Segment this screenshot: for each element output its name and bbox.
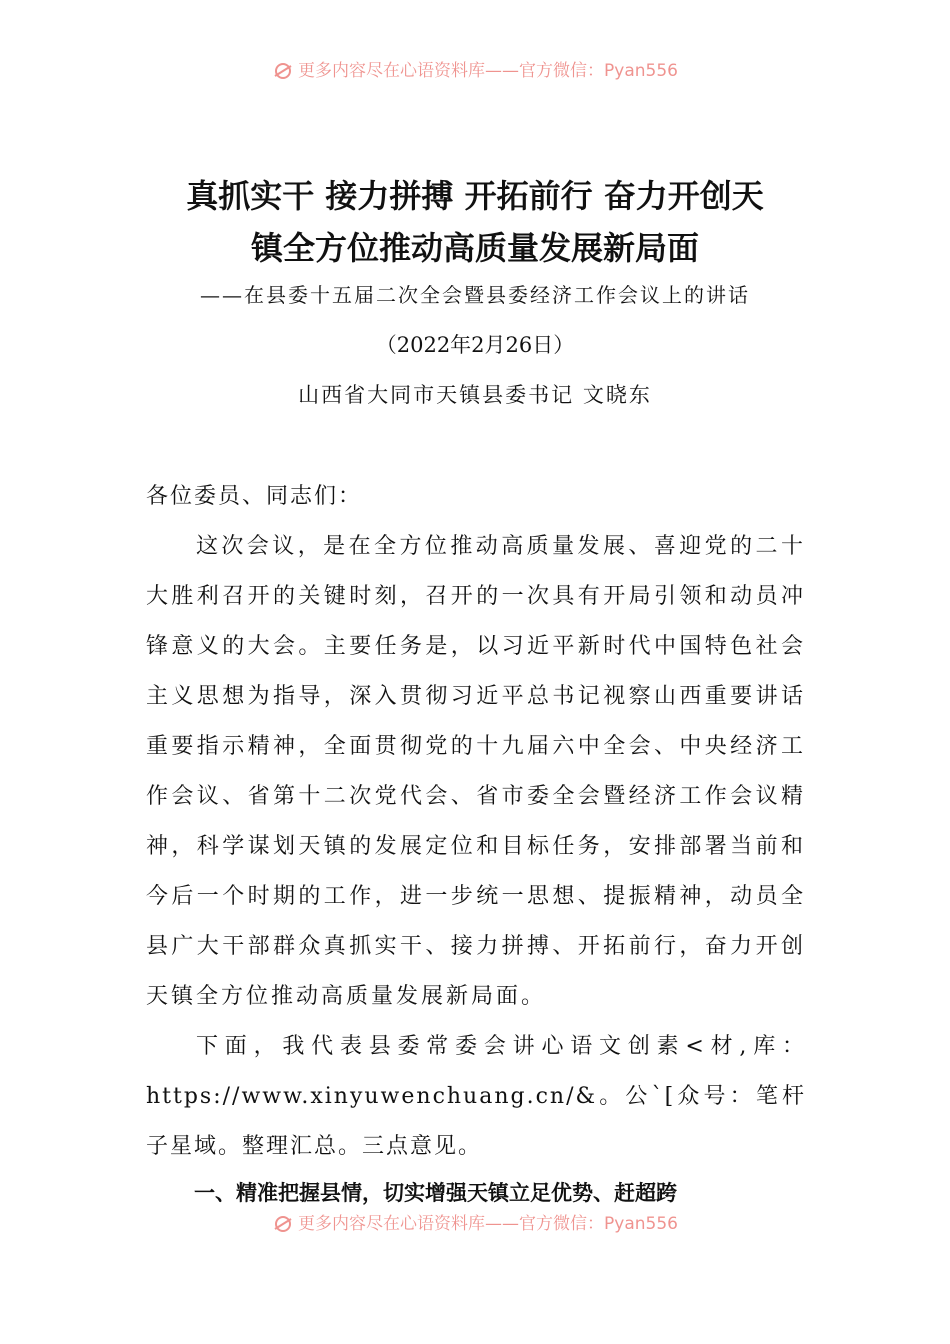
document-date: （2022年2月26日） [375, 333, 575, 357]
salutation: 各位委员、同志们： [146, 484, 363, 509]
watermark-text: 更多内容尽在心语资料库——官方微信：Pyan556 [298, 1214, 678, 1234]
document-author: 山西省大同市天镇县委书记 文晓东 [298, 383, 652, 407]
paragraph-1: 这次会议，是在全方位推动高质量发展、喜迎党的二十大胜利召开的关键时刻，召开的一次具有开局引领和动员冲锋意义的大会。主要任务是，以习近平新时代中国特色社会主义思想为指导，深入贯彻习近平总书记视察山西重要讲话重要指示精神，全面贯彻党的十九届六中全会、中央经济工作会议、省第十二次党代会、省市委全会暨经济工作会议精神，科学谋划天镇的发展定位和目标任务，安排部署当前和今后一个时期的工作，进一步统一思想、提振精神，动员全县广大干部群众真抓实干、接力拼搏、开拓前行，奋力开创天镇全方位推动高质量发展新局面。 [146, 534, 806, 1009]
paragraph-2: 下面，我代表县委常委会讲心语文创素<材,库：https://www.xinyuwenchuang.cn/&。公`[众号：笔杆子星域。整理汇总。三点意见。 [146, 1034, 806, 1159]
document-title-line-1: 真抓实干 接力拼搏 开拓前行 奋力开创天 [186, 177, 764, 215]
watermark-logo-icon [272, 1215, 294, 1233]
section-heading-1: 一、精准把握县情，切实增强天镇立足优势、赶超跨 [194, 1181, 677, 1205]
document-title-line-2: 镇全方位推动高质量发展新局面 [250, 229, 699, 267]
watermark-bottom [0, 1213, 950, 1235]
watermark-text: 更多内容尽在心语资料库——官方微信：Pyan556 [298, 61, 678, 81]
document-subtitle: ——在县委十五届二次全会暨县委经济工作会议上的讲话 [200, 283, 750, 307]
watermark-logo-icon [272, 62, 294, 80]
watermark-top [0, 60, 950, 82]
